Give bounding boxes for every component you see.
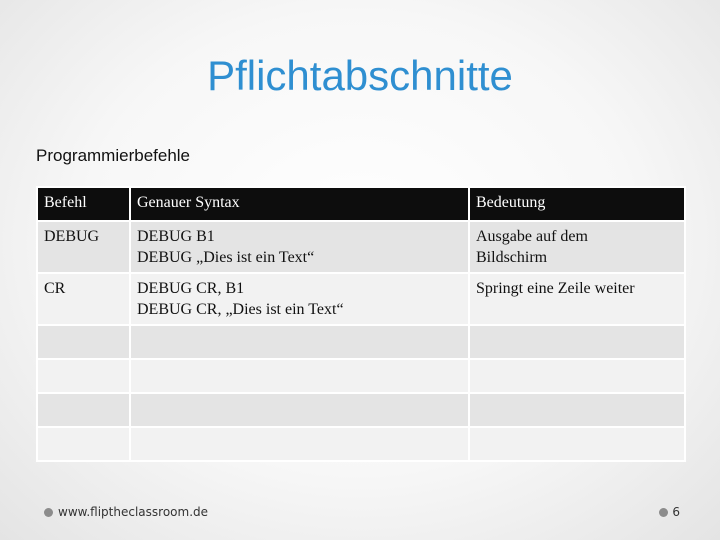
page-number: [659, 505, 680, 519]
commands-table: [36, 186, 686, 462]
empty-cell: [37, 427, 130, 461]
empty-cell: [469, 325, 685, 359]
cell-bedeutung: [469, 221, 685, 273]
syntax-line: DEBUG „Dies ist ein Text“: [137, 249, 315, 266]
bedeutung-line: Ausgabe auf dem: [476, 228, 588, 245]
column-header-befehl: Befehl: [37, 187, 130, 221]
empty-cell: [37, 325, 130, 359]
empty-cell: [469, 359, 685, 393]
empty-table-row: [37, 393, 685, 427]
table-row: [37, 273, 685, 325]
syntax-line: DEBUG CR, B1: [137, 280, 245, 297]
syntax-line: DEBUG CR, „Dies ist ein Text“: [137, 301, 344, 318]
cell-syntax: [130, 221, 469, 273]
syntax-line: DEBUG B1: [137, 228, 215, 245]
cell-befehl: DEBUG: [37, 221, 130, 273]
empty-table-row: [37, 427, 685, 461]
cell-befehl: CR: [37, 273, 130, 325]
footer-url[interactable]: [44, 505, 208, 519]
bullet-dot-icon: [44, 508, 53, 517]
empty-cell: [37, 359, 130, 393]
empty-cell: [130, 427, 469, 461]
empty-table-row: [37, 325, 685, 359]
bullet-dot-icon: [659, 508, 668, 517]
bedeutung-line: Springt eine Zeile weiter: [476, 280, 635, 297]
table-header-row: [37, 187, 685, 221]
empty-cell: [130, 359, 469, 393]
empty-cell: [37, 393, 130, 427]
footer-url-text[interactable]: www.fliptheclassroom.de: [58, 505, 209, 519]
column-header-syntax: Genauer Syntax: [130, 187, 469, 221]
page-number-text: 6: [672, 505, 680, 519]
empty-cell: [130, 393, 469, 427]
empty-cell: [130, 325, 469, 359]
empty-cell: [469, 427, 685, 461]
bedeutung-line: Bildschirm: [476, 249, 548, 266]
slide-title: Pflichtabschnitte: [207, 52, 513, 99]
cell-bedeutung: [469, 273, 685, 325]
table-row: [37, 221, 685, 273]
cell-syntax: [130, 273, 469, 325]
column-header-bedeutung: Bedeutung: [469, 187, 685, 221]
slide-subtitle: Programmierbefehle: [36, 146, 191, 165]
empty-table-row: [37, 359, 685, 393]
empty-cell: [469, 393, 685, 427]
